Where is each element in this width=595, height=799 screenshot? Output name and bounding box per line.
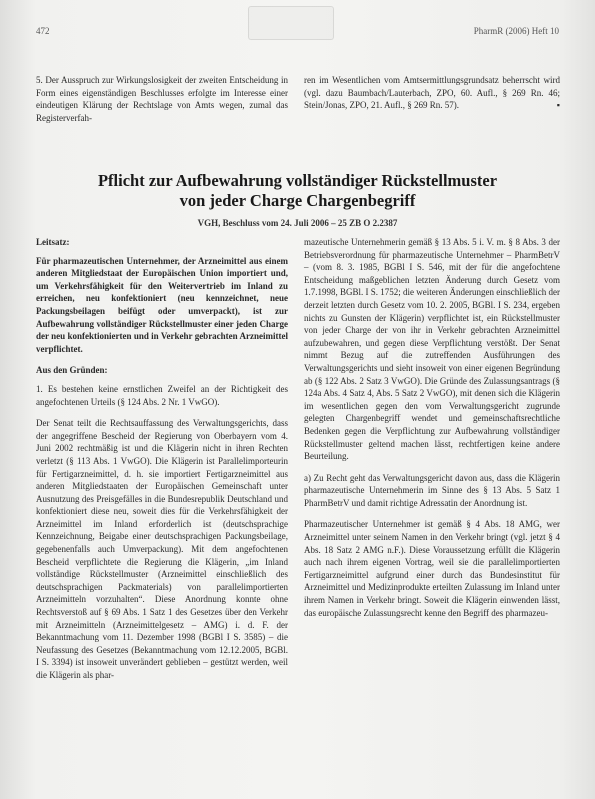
leitsatz-text: Für pharmazeutischen Unternehmer, der Arzneimittel aus einem anderen Mitgliedstaat der Europäischen Union importiert und, um Verkehrsfähigkeit für den Weitervertrieb im Inland zu erreichen, neu konfektioniert (neu kennzeichnet, neue Packungsbeilagen beifügt oder umverpackt), ist zur Aufbewahrung vollständiger Rückstellmuster einer jeden Charge der neu konfektionierten und in Verkehr gebrachten Arzneimittel verpflichtet.	[36, 255, 288, 354]
library-stamp	[248, 6, 334, 40]
end-mark: ▪	[556, 100, 560, 111]
left-paragraph-2: Der Senat teilt die Rechtsauffassung des Verwaltungsgerichts, dass der angegriffene Bescheid der Regierung von Oberbayern vom 4. Juni 2002 rechtmäßig ist und die Klägerin nicht in ihren Rechten verletzt (§ 113 Abs. 1 VwGO). Die Klägerin ist Parallelimporteurin für Fertigarzneimittel, d. h. sie importiert Fertigarzneimittel aus anderen Mitgliedstaaten der Europäischen Gemeinschaft unter Ausnutzung des Preisgefälles in die Bundesrepublik Deutschland und konfektioniert diese neu, soweit dies für die Verkehrsfähigkeit der Arzneimittel im Inland erforderlich ist (deutschsprachige Kennzeichnung, Beigabe einer deutschsprachigen Packungsbeilage, gegebenenfalls auch Umverpackung). Mit dem angefochtenen Bescheid verpflichtete die Regierung die Klägerin, „im Inland vollständige Rückstellmuster (Arzneimittel einschließlich des deutschsprachigen Packmaterials) von parallelimportierten Arzneimitteln vorzuhalten“. Diese Anordnung konnte ohne Rechtsverstoß auf § 69 Abs. 1 Satz 1 des Gesetzes über den Verkehr mit Arzneimitteln (Arzneimittelgesetz – AMG) i. d. F. der Bekanntmachung vom 11. Dezember 1998 (BGBl I S. 3585) – die Neufassung des Gesetzes (Bekanntmachung vom 12.12.2005, BGBl. I S. 3394) ist insoweit unverändert geblieben – gestützt werden, weil die Klägerin als phar-	[36, 418, 288, 680]
article-title-line-2: von jeder Charge Chargenbegriff	[179, 191, 416, 210]
preceding-paragraph-right	[304, 74, 560, 112]
page-number: 472	[36, 26, 50, 36]
article-title-line-1: Pflicht zur Aufbewahrung vollständiger Rückstellmuster	[97, 171, 498, 190]
court-citation: VGH, Beschluss vom 24. Juli 2006 – 25 ZB O 2.2387	[197, 218, 398, 228]
article-column-left	[36, 236, 288, 691]
leitsatz-heading: Leitsatz:	[36, 237, 70, 247]
right-paragraph-1: mazeutische Unternehmerin gemäß § 13 Abs. 5 i. V. m. § 8 Abs. 3 der Betriebsverordnung für pharmazeutische Unternehmer – PharmBetrV – (vom 8. 3. 1985, BGBl I S. 546, mit der für die angefochtene Entscheidung maßgeblichen letzten Änderung durch Gesetz vom 1.7.1998, BGBl. I S. 1752; die weiteren Änderungen einschließlich der derzeit letzten durch Gesetz vom 10. 2. 2005, BGBl. I S. 234, ergeben nichts zu Gunsten der Klägerin) verpflichtet ist, ein Rückstellmuster von jeder Charge der von ihr in Verkehr gebrachten Arzneimittel aufzubewahren, und gegen diese Verpflichtung verstößt. Der Senat nimmt Bezug auf die zutreffenden Ausführungen des Verwaltungsgerichts und sieht insoweit von einer eigenen Begründung ab (§ 122 Abs. 2 Satz 3 VwGO). Die Gründe des Zulassungsantrags (§ 124a Abs. 4 Satz 4, Abs. 5 Satz 2 VwGO), mit denen sich die Klägerin im wesentlichen gegen den vom Verwaltungsgericht zugrunde gelegten Chargenbegriff wendet und gemeinschaftsrechtliche Bedenken gegen die Verpflichtung zur Aufbewahrung vollständiger Rückstellmuster geltend machen lässt, rechtfertigen keine andere Beurteilung.	[304, 237, 560, 462]
preceding-paragraph-left: 5. Der Ausspruch zur Wirkungslosigkeit der zweiten Entscheidung in Form eines eigenständigen Beschlusses erfolgte im Interesse einer eindeutigen Klärung der Rechtslage von Amts wegen, zumal das Registerverfah-	[36, 75, 288, 123]
preceding-text-left	[36, 74, 288, 133]
left-paragraph-1: 1. Es bestehen keine ernstlichen Zweifel an der Richtigkeit des angefochtenen Urteils (§ 124 Abs. 2 Nr. 1 VwGO).	[36, 383, 288, 407]
gruende-heading: Aus den Gründen:	[36, 365, 108, 376]
article-title	[0, 171, 595, 211]
preceding-paragraph-right-text: ren im Wesentlichen vom Amtsermittlungsgrundsatz beherrscht wird (vgl. dazu Baumbach/Lauterbach, ZPO, 60. Aufl., § 269 Rn. 46; Stein/Jonas, ZPO, 21. Aufl., § 269 Rn. 57).	[304, 75, 560, 111]
article-column-right	[304, 236, 560, 628]
preceding-text-right	[304, 74, 560, 121]
journal-reference: PharmR (2006) Heft 10	[473, 26, 559, 36]
right-paragraph-2: a) Zu Recht geht das Verwaltungsgericht davon aus, dass die Klägerin pharmazeutische Unternehmerin im Sinne des § 13 Abs. 5 Satz 1 PharmBetrV und damit richtige Adressatin der Anordnung ist.	[304, 472, 560, 508]
right-paragraph-3: Pharmazeutischer Unternehmer ist gemäß § 4 Abs. 18 AMG, wer Arzneimittel unter seinem Namen in den Verkehr bringt (vgl. jetzt § 4 Abs. 18 Satz 2 AMG n.F.). Diese Voraussetzung erfüllt die Klägerin auch nach ihrem eigenen Vortrag, weil sie die parallelimportierten Fertigarzneimittel aufgrund einer durch das Bundesinstitut für Arzneimittel und Medizinprodukte erteilten Zulassung im Inland unter ihrem Namen in Verkehr bringt. Soweit die Klägerin einwenden lässt, das europäische Zulassungsrecht kenne den Begriff des pharmazeu-	[304, 519, 560, 618]
